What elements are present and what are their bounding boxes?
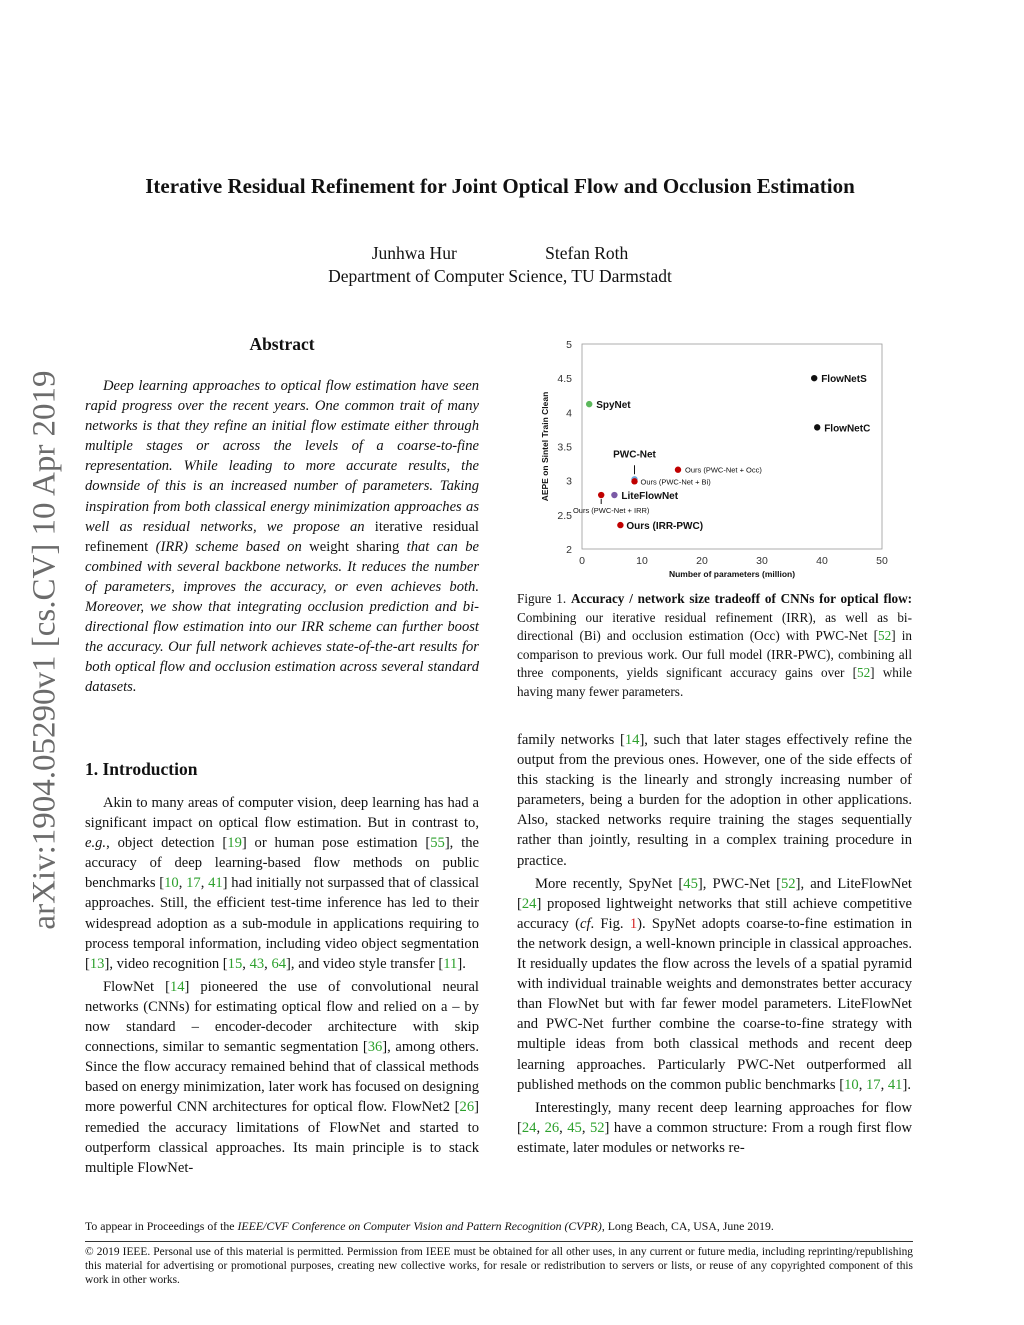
citation-link[interactable]: 45	[683, 875, 698, 892]
right-paragraph-1: family networks [14], such that later stages effectively refine the output from the previous ones. However, one of the side effects of this stacking is the linearly and strongly increasing number of parameters, being a burden for the adoption in other applications. Also, stacked networks require training the stages sequentially rather than jointly, resulting in a complex training procedure in practice.	[517, 732, 912, 869]
citation-link[interactable]: 52	[856, 665, 871, 680]
intro-text	[85, 793, 479, 1178]
paper-title: Iterative Residual Refinement for Joint Optical Flow and Occlusion Estimation	[145, 174, 855, 198]
x-tick-label: 40	[816, 555, 828, 567]
intro-paragraph-1: Akin to many areas of computer vision, deep learning has had a significant impact on optical flow estimation. But in contrast to, e.g., object detection [19] or human pose estimation [55], the accuracy of deep learning-based flow methods on public benchmarks [10, 17, 41] had initially not surpassed that of classical approaches. Still, the efficient test-time inference has led to their widespread adoption as a sub-module in applications requiring to process temporal information, including video object segmentation [13], video recognition [15, 43, 64], and video style transfer [11].	[85, 795, 480, 972]
copyright-note: © 2019 IEEE. Personal use of this material is permitted. Permission from IEEE must be obtained for all other uses, in any current or future media, including reprinting/republishing this material for advertising or promotional purposes, creating new collective works, for resale or redistribution to servers or lists, or reuse of any copyrighted component of this work in other works.	[85, 1246, 913, 1286]
data-point	[811, 375, 817, 381]
citation-link[interactable]: 26	[544, 1119, 560, 1136]
y-tick-label: 5	[566, 339, 572, 351]
arxiv-stamp	[24, 350, 66, 950]
author-1: Junhwa Hur	[371, 243, 457, 263]
data-point	[617, 522, 623, 528]
y-tick-label: 3	[566, 475, 572, 488]
data-label: Ours (IRR-PWC)	[626, 521, 704, 533]
y-tick-label: 2	[566, 544, 572, 556]
citation-link[interactable]: 14	[169, 978, 185, 995]
y-axis-label: AEPE on Sintel Train Clean	[540, 391, 550, 502]
right-paragraph-2: More recently, SpyNet [45], PWC-Net [52], and LiteFlowNet [24] proposed lightweight networks that still achieve competitive accuracy (cf. Fig. 1). SpyNet adopts coarse-to-fine estimation in the network design, a well-known principle in classical approaches. It residually updates the flow across the levels of a spatial pyramid with individual trainable weights and demonstrates better accuracy than FlowNet but with far fewer model parameters. LiteFlowNet and PWC-Net further combine the coarse-to-fine strategy with multiple ideas from both classical methods and recent deep learning approaches. Particularly PWC-Net outperformed all published methods on the common public benchmarks [10, 17, 41].	[517, 875, 912, 1093]
abstract-heading: Abstract	[249, 334, 315, 354]
citation-link[interactable]: 19	[227, 835, 242, 852]
citation-link[interactable]: 36	[367, 1039, 383, 1056]
citation-link[interactable]: 52	[781, 875, 796, 892]
citation-link[interactable]: 45	[567, 1119, 582, 1136]
data-point	[586, 401, 592, 407]
citation-link[interactable]: 24	[521, 895, 537, 912]
data-label: LiteFlowNet	[621, 491, 679, 503]
abstract-text: Deep learning approaches to optical flow estimation have seen rapid progress over the recent years. One common trait of many networks is that they refine an initial flow estimate either through multiple stages or across the levels of a coarse-to-fine representation. While leading to more accurate results, the downside of this is an increased number of parameters. Taking inspiration from both classical energy minimization approaches as well as residual networks, we propose an iterative residual refinement (IRR) scheme based on weight sharing that can be combined with several backbone networks. It reduces the number of parameters, improves the accuracy, or even achieves both. Moreover, we show that integrating occlusion prediction and bi-directional flow estimation into our IRR scheme can further boost the accuracy. Our full network achieves state-of-the-art results for both optical flow and occlusion estimation across several standard datasets.	[85, 378, 479, 696]
x-tick-label: 50	[876, 555, 888, 567]
citation-link[interactable]: 64	[271, 955, 287, 972]
x-tick-label: 10	[636, 555, 648, 567]
y-tick-label: 4.5	[557, 373, 572, 386]
venue-note: To appear in Proceedings of the IEEE/CVF Conference on Computer Vision and Pattern Recognition (CVPR), Long Beach, CA, USA, June 2019.	[85, 1219, 774, 1233]
citation-link[interactable]: 11	[443, 955, 458, 972]
citation-link[interactable]: 26	[459, 1099, 475, 1116]
data-label: FlowNetS	[821, 374, 867, 386]
figure-1-caption: Figure 1. Accuracy / network size tradeoff of CNNs for optical flow: Combining our iterative residual refinement (IRR), as well as bi-directional (Bi) and occlusion estimation (Occ) with PWC-Net [52] in comparison to previous work. Our full model (IRR-PWC), combining all three components, yields significant accuracy gains over [52] while having many fewer parameters.	[517, 591, 913, 699]
citation-link[interactable]: 24	[521, 1119, 537, 1136]
citation-link[interactable]: 41	[208, 875, 223, 892]
figure-1-chart	[520, 330, 920, 585]
data-point	[631, 478, 637, 484]
data-point	[611, 492, 617, 498]
intro-heading: 1. Introduction	[85, 759, 198, 779]
data-label: Ours (PWC-Net + IRR)	[572, 506, 650, 516]
affiliation: Department of Computer Science, TU Darmstadt	[328, 266, 672, 286]
citation-link[interactable]: 55	[430, 835, 445, 852]
data-label: FlowNetC	[824, 423, 871, 435]
data-label: SpyNet	[596, 400, 631, 412]
citation-link[interactable]: 17	[865, 1076, 881, 1093]
footer-rule	[85, 1241, 913, 1242]
data-label: Ours (PWC-Net + Occ)	[685, 465, 762, 475]
y-tick-label: 2.5	[557, 509, 572, 522]
citation-link[interactable]: 41	[887, 1076, 903, 1093]
citation-link[interactable]: 15	[227, 955, 243, 972]
data-label: Ours (PWC-Net + Bi)	[640, 477, 711, 487]
citation-link[interactable]: 52	[589, 1119, 605, 1136]
y-tick-label: 3.5	[557, 441, 572, 454]
citation-link[interactable]: 14	[624, 732, 640, 748]
citation-link[interactable]: 52	[878, 628, 892, 643]
figure-link[interactable]: 1	[629, 915, 638, 932]
data-point	[598, 492, 604, 498]
x-tick-label: 0	[579, 555, 585, 567]
arxiv-id: arXiv:1904.05290v1 [cs.CV] 10 Apr 2019	[26, 370, 63, 930]
citation-link[interactable]: 10	[164, 875, 179, 892]
x-axis-label: Number of parameters (million)	[668, 569, 796, 579]
data-point	[814, 424, 820, 430]
author-2: Stefan Roth	[545, 243, 629, 263]
y-tick-label: 4	[566, 407, 572, 420]
right-column-text	[517, 730, 912, 1158]
author-block	[0, 242, 1000, 288]
intro-paragraph-2: FlowNet [14] pioneered the use of convolutional neural networks (CNNs) for estimating optical flow and relied on a – by now standard – encoder-decoder architecture with skip connections, similar to semantic segmentation [36], among others. Since the flow accuracy remained behind that of classical methods based on energy minimization, later work has focused on designing more powerful CNN architectures for optical flow. FlowNet2 [26] remedied the accuracy limitations of FlowNet and started to outperform classical approaches. Its main principle is to stack multiple FlowNet-	[85, 978, 479, 1176]
citation-link[interactable]: 10	[844, 1076, 859, 1093]
x-tick-label: 20	[696, 555, 708, 567]
x-tick-label: 30	[756, 555, 768, 567]
citation-link[interactable]: 13	[89, 955, 105, 972]
citation-link[interactable]: 43	[249, 955, 265, 972]
data-point	[675, 467, 681, 473]
right-paragraph-3: Interestingly, many recent deep learning approaches for flow [24, 26, 45, 52] have a common structure: From a rough first flow estimate, later modules or networks re-	[517, 1099, 913, 1156]
citation-link[interactable]: 17	[186, 875, 201, 892]
data-label: PWC-Net	[613, 449, 656, 461]
